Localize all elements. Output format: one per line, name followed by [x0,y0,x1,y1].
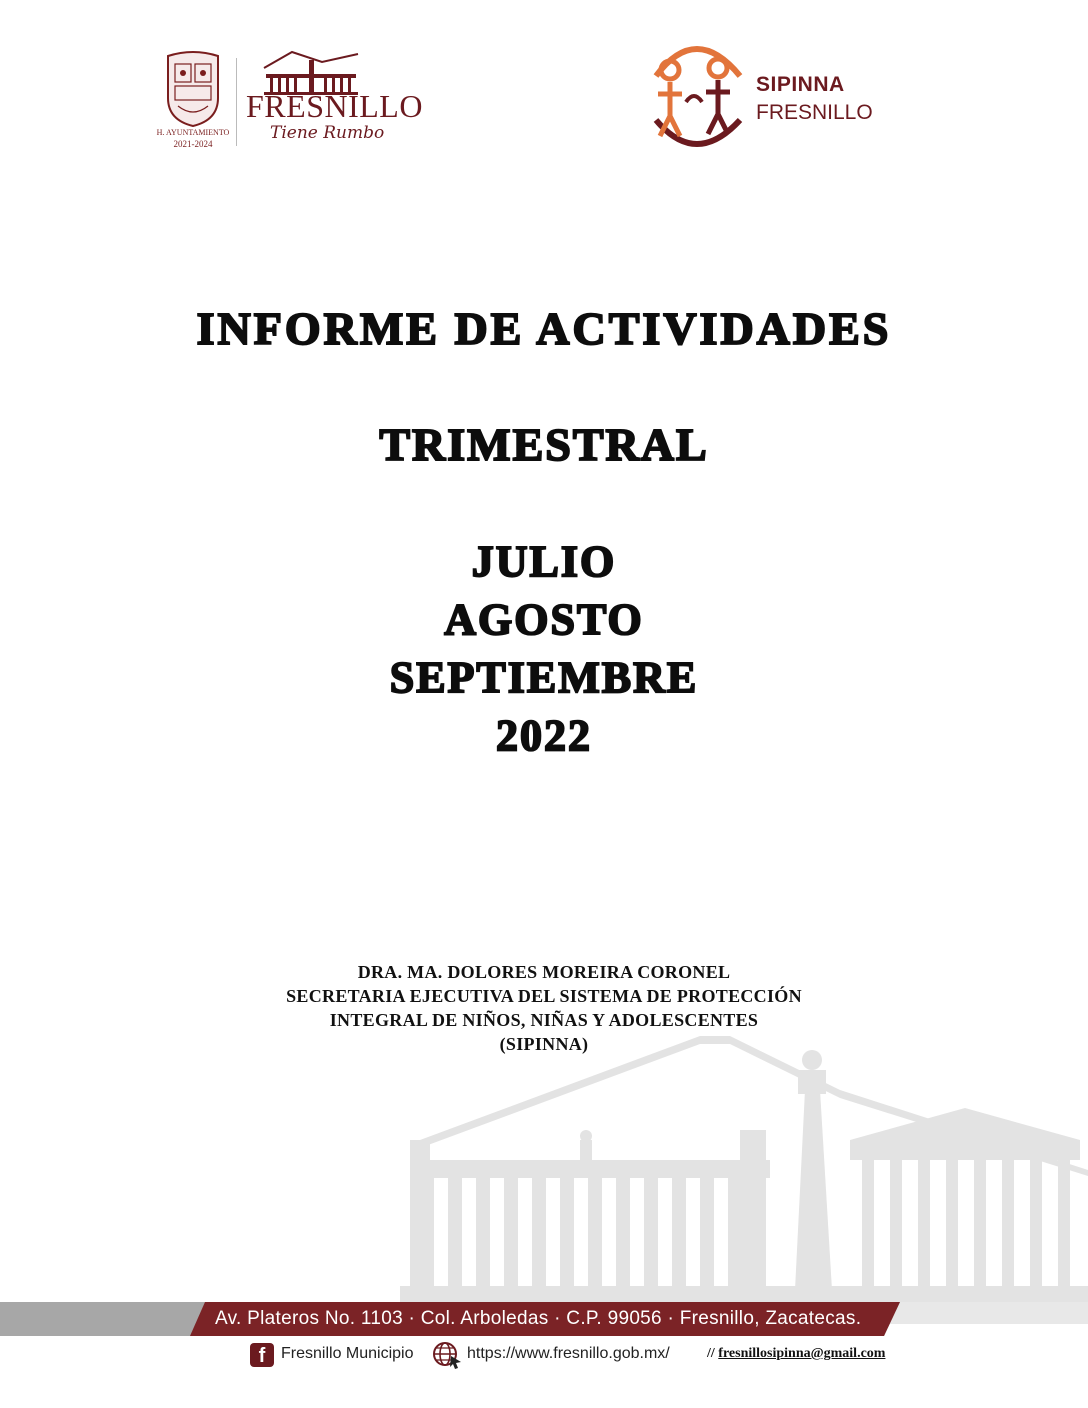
footer-website-link[interactable]: https://www.fresnillo.gob.mx/ [467,1345,670,1362]
period-month-2: AGOSTO [444,595,644,644]
seal-label-period: 2021-2024 [173,139,213,149]
period-month-3: SEPTIEMBRE [389,653,699,702]
municipal-seal-logo [163,50,223,128]
fresnillo-tagline: Tiene Rumbo [270,123,385,143]
report-title: INFORME DE ACTIVIDADES [196,303,892,354]
footer-separator: // [707,1346,715,1361]
report-subtitle: TRIMESTRAL [379,419,709,470]
footer-email-link[interactable]: fresnillosipinna@gmail.com [718,1346,886,1361]
logo-divider [236,58,237,146]
sipinna-children-logo [640,36,752,154]
footer-address: Av. Plateros No. 1103 · Col. Arboledas · C.P. 99056 · Fresnillo, Zacatecas. [215,1308,862,1329]
signatory-role-line-2: INTEGRAL DE NIÑOS, NIÑAS Y ADOLESCENTES [329,1010,759,1030]
page-header [0,0,1088,170]
sipinna-subtitle: FRESNILLO [756,101,873,124]
sipinna-title: SIPINNA [756,73,845,96]
signatory-role-line-3: (SIPINNA) [499,1034,589,1054]
footer-facebook-link[interactable]: Fresnillo Municipio [281,1345,414,1362]
globe-cursor-icon [432,1341,462,1369]
seal-label-ayuntamiento: H. AYUNTAMIENTO [156,128,230,137]
period-month-1: JULIO [471,537,617,586]
footer-email [707,1346,885,1362]
signatory-role-line-1: SECRETARIA EJECUTIVA DEL SISTEMA DE PROTECCIÓN [286,986,802,1006]
monument-watermark [400,1030,1088,1310]
period-year: 2022 [496,711,592,760]
fresnillo-wordmark: FRESNILLO [246,88,423,124]
facebook-icon: f [250,1343,274,1367]
signatory-name: DRA. MA. DOLORES MOREIRA CORONEL [357,962,731,982]
